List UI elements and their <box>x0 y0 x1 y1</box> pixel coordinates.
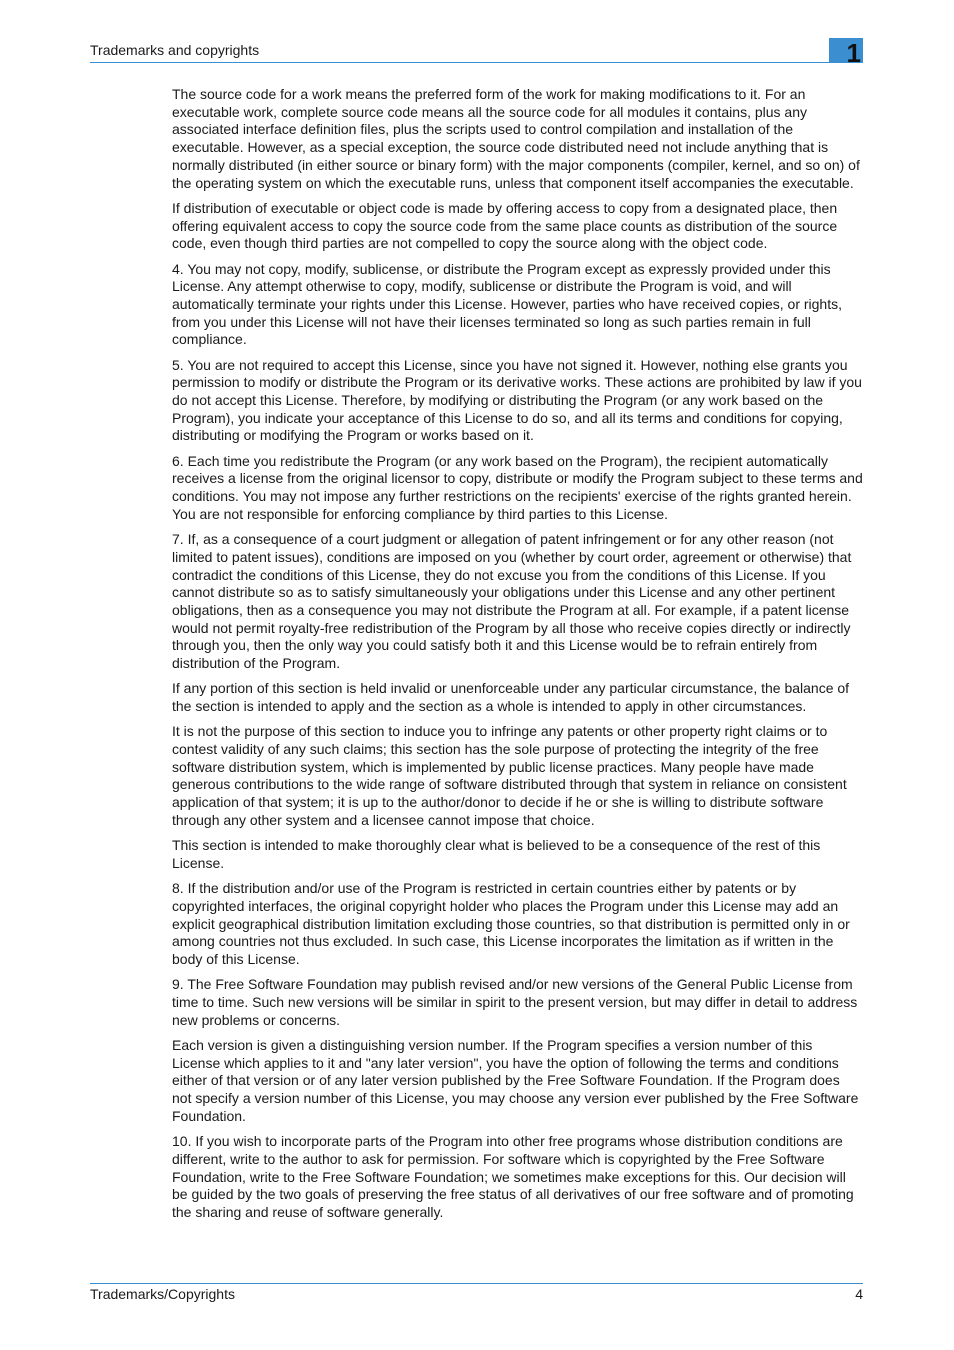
paragraph-version-number: Each version is given a distinguishing version number. If the Program specifies a version number of this License which applies to it and "any later version", you have the option of following the terms and conditions either of that version or of any later version published by the Free Software Foundation. If the Program does not specify a version number of this License, you may choose any version ever published by the Free Software Foundation. <box>172 1036 859 1124</box>
header-title: Trademarks and copyrights <box>90 42 260 58</box>
chapter-number: 1 <box>846 38 861 68</box>
paragraph-section-4: 4. You may not copy, modify, sublicense, or distribute the Program except as expressly provided under this License. Any attempt otherwise to copy, modify, sublicense or distribute the Program is void, and will automatically terminate your rights under this License. However, parties who have received copies, or rights, from you under this License will not have their licenses terminated so long as such parties remain in full compliance. <box>172 260 842 348</box>
body-text <box>172 86 863 1229</box>
paragraph-invalid-portion: If any portion of this section is held invalid or unenforceable under any particular circumstance, the balance of the section is intended to apply and the section as a whole is intended to apply in other circumstances. <box>172 680 850 715</box>
paragraph-section-6: 6. Each time you redistribute the Program (or any work based on the Program), the recipient automatically receives a license from the original licensor to copy, distribute or modify the Program subject to these terms and conditions. You may not impose any further restrictions on the recipients' exercise of the rights granted herein. You are not responsible for enforcing compliance by third parties to this License. <box>172 452 863 522</box>
page-number: 4 <box>855 1286 863 1302</box>
page-footer <box>90 1283 863 1308</box>
paragraph-section-5: 5. You are not required to accept this License, since you have not signed it. However, nothing else grants you permission to modify or distribute the Program or its derivative works. These actions are prohibited by law if you do not accept this License. Therefore, by modifying or distributing the Program (or any work based on the Program), you indicate your acceptance of this License to do so, and all its terms and conditions for copying, distributing or modifying the Program or works based on it. <box>172 356 862 444</box>
paragraph-source-code-definition: The source code for a work means the preferred form of the work for making modifications to it. For an executable work, complete source code means all the source code for all modules it contains, plus any associated interface definition files, plus the scripts used to control compilation and installation of the executable. However, as a special exception, the source code distributed need not include anything that is normally distributed (in either source or binary form) with the major components (compiler, kernel, and so on) of the operating system on which the executable runs, unless that component itself accompanies the executable. <box>172 86 860 191</box>
paragraph-section-8: 8. If the distribution and/or use of the Program is restricted in certain countries either by patents or by copyrighted interfaces, the original copyright holder who places the Program under this License may add an explicit geographical distribution limitation excluding those countries, so that distribution is permitted only in or among countries not thus excluded. In such case, this License incorporates the limitation as if written in the body of this License. <box>172 880 850 967</box>
paragraph-section-intent: This section is intended to make thoroughly clear what is believed to be a consequence of the rest of this License. <box>172 837 821 871</box>
paragraph-section-10: 10. If you wish to incorporate parts of the Program into other free programs whose distribution conditions are different, write to the author to ask for permission. For software which is copyrighted by the Free Software Foundation, write to the Free Software Foundation; we sometimes make exceptions for this. Our decision will be guided by the two goals of preserving the free status of all derivatives of our free software and of promoting the sharing and reuse of software generally. <box>172 1133 854 1220</box>
paragraph-section-9: 9. The Free Software Foundation may publish revised and/or new versions of the General Public License from time to time. Such new versions will be similar in spirit to the present version, but may differ in detail to address new problems or concerns. <box>172 976 858 1028</box>
chapter-tab <box>829 38 863 68</box>
paragraph-section-purpose: It is not the purpose of this section to induce you to infringe any patents or other property right claims or to contest validity of any such claims; this section has the sole purpose of protecting the integrity of the free software distribution system, which is implemented by public license practices. Many people have made generous contributions to the wide range of software distributed through that system in reliance on consistent application of that system; it is up to the author/donor to decide if he or she is willing to distribute software through any other system and a licensee cannot impose that choice. <box>172 723 847 828</box>
paragraph-designated-place: If distribution of executable or object code is made by offering access to copy from a designated place, then offering equivalent access to copy the source code from the same place counts as distribution of the source code, even though third parties are not compelled to copy the source along with the object code. <box>172 199 838 252</box>
footer-title: Trademarks/Copyrights <box>90 1286 235 1302</box>
paragraph-section-7: 7. If, as a consequence of a court judgment or allegation of patent infringement or for any other reason (not limited to patent issues), conditions are imposed on you (whether by court order, agreement or otherwise) that contradict the conditions of this License, they do not excuse you from the conditions of this License. If you cannot distribute so as to satisfy simultaneously your obligations under this License and any other pertinent obligations, then as a consequence you may not distribute the Program at all. For example, if a patent license would not permit royalty-free redistribution of the Program by all those who receive copies directly or indirectly through you, then the only way you could satisfy both it and this License would be to refrain entirely from distribution of the Program. <box>172 531 852 672</box>
page-header <box>90 38 863 68</box>
